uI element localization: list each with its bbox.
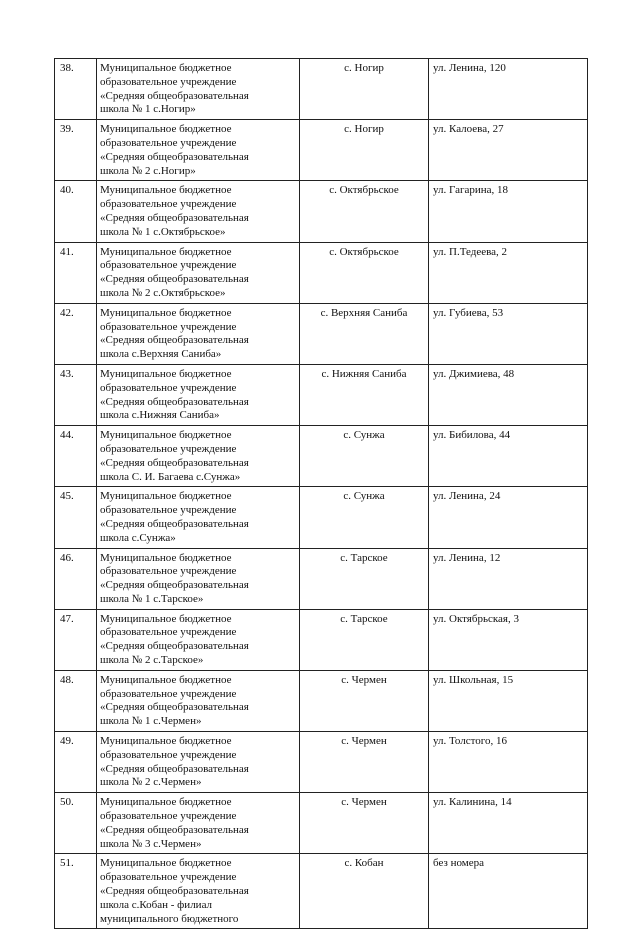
school-name-line: «Средняя общеобразовательная [100, 273, 249, 286]
school-name-line: школа № 2 с.Тарское» [100, 654, 204, 667]
school-name-line: школа № 1 с.Тарское» [100, 592, 204, 605]
school-name-line: «Средняя общеобразовательная [100, 395, 249, 408]
school-name-line: школа № 1 с.Чермен» [100, 715, 202, 728]
table-row [55, 854, 588, 929]
school-name-line: Муниципальное бюджетное [100, 62, 232, 74]
school-name-line: Муниципальное бюджетное [100, 551, 232, 564]
school-name-line: школа с.Кобан - филиал [100, 898, 213, 911]
locality: с. Чермен [300, 793, 429, 854]
address: ул. Калинина, 14 [429, 793, 588, 854]
schools-table [54, 58, 588, 929]
address: ул. Калоева, 27 [429, 120, 588, 181]
row-number: 51. [55, 854, 97, 929]
locality: с. Ногир [300, 120, 429, 181]
school-name-line: «Средняя общеобразовательная [100, 456, 249, 469]
address: ул. Ленина, 24 [429, 487, 588, 548]
school-name [97, 426, 300, 487]
table-row [55, 670, 588, 731]
school-name-line: «Средняя общеобразовательная [100, 150, 249, 163]
school-name-line: школа № 1 с.Октябрьское» [100, 225, 226, 238]
row-number: 49. [55, 732, 97, 793]
school-name-line: образовательное учреждение [100, 626, 237, 639]
school-name-line: школа с.Сунжа» [100, 531, 176, 544]
school-name-line: школа С. И. Багаева с.Сунжа» [100, 470, 241, 483]
row-number: 47. [55, 609, 97, 670]
school-name-line: школа № 2 с.Чермен» [100, 776, 202, 789]
locality: с. Тарское [300, 548, 429, 609]
school-name-line: Муниципальное бюджетное [100, 306, 232, 319]
table-row [55, 548, 588, 609]
school-name-line: Муниципальное бюджетное [100, 857, 232, 870]
address: ул. Толстого, 16 [429, 732, 588, 793]
school-name-line: школа № 1 с.Ногир» [100, 103, 196, 116]
school-name-line: Муниципальное бюджетное [100, 612, 232, 625]
school-name-line: школа № 3 с.Чермен» [100, 837, 202, 850]
table-row [55, 487, 588, 548]
address: ул. Школьная, 15 [429, 670, 588, 731]
table-row [55, 364, 588, 425]
school-name [97, 59, 300, 120]
school-name-line: образовательное учреждение [100, 565, 237, 578]
locality: с. Октябрьское [300, 242, 429, 303]
address: ул. Ленина, 12 [429, 548, 588, 609]
school-name-line: образовательное учреждение [100, 381, 237, 394]
locality: с. Октябрьское [300, 181, 429, 242]
row-number: 42. [55, 303, 97, 364]
school-name-line: Муниципальное бюджетное [100, 490, 232, 503]
school-name-line: образовательное учреждение [100, 442, 237, 455]
school-name [97, 793, 300, 854]
table-row [55, 59, 588, 120]
row-number: 45. [55, 487, 97, 548]
school-name-line: образовательное учреждение [100, 871, 237, 884]
school-name-line: «Средняя общеобразовательная [100, 334, 249, 347]
locality: с. Чермен [300, 732, 429, 793]
school-name [97, 548, 300, 609]
school-name-line: образовательное учреждение [100, 504, 237, 517]
schools-table-body [55, 59, 588, 929]
school-name [97, 364, 300, 425]
school-name [97, 670, 300, 731]
school-name-line: Муниципальное бюджетное [100, 245, 232, 258]
table-row [55, 609, 588, 670]
row-number: 50. [55, 793, 97, 854]
school-name-line: образовательное учреждение [100, 198, 237, 211]
row-number: 38. [55, 59, 97, 120]
locality: с. Тарское [300, 609, 429, 670]
school-name-line: образовательное учреждение [100, 259, 237, 272]
school-name [97, 120, 300, 181]
school-name-line: школа № 2 с.Октябрьское» [100, 286, 226, 299]
address: ул. Октябрьская, 3 [429, 609, 588, 670]
row-number: 40. [55, 181, 97, 242]
school-name-line: образовательное учреждение [100, 136, 237, 149]
school-name-line: Муниципальное бюджетное [100, 367, 232, 380]
school-name-line: образовательное учреждение [100, 320, 237, 333]
address: без номера [429, 854, 588, 929]
address: ул. П.Тедеева, 2 [429, 242, 588, 303]
row-number: 39. [55, 120, 97, 181]
table-row [55, 120, 588, 181]
school-name-line: «Средняя общеобразовательная [100, 823, 249, 836]
locality: с. Верхняя Саниба [300, 303, 429, 364]
school-name-line: «Средняя общеобразовательная [100, 517, 249, 530]
address: ул. Ленина, 120 [429, 59, 588, 120]
school-name-line: образовательное учреждение [100, 687, 237, 700]
table-row [55, 793, 588, 854]
school-name-line: «Средняя общеобразовательная [100, 89, 249, 102]
address: ул. Джимиева, 48 [429, 364, 588, 425]
locality: с. Ногир [300, 59, 429, 120]
row-number: 48. [55, 670, 97, 731]
table-row [55, 303, 588, 364]
locality: с. Сунжа [300, 487, 429, 548]
table-row [55, 426, 588, 487]
row-number: 44. [55, 426, 97, 487]
table-row [55, 181, 588, 242]
school-name [97, 181, 300, 242]
address: ул. Гагарина, 18 [429, 181, 588, 242]
school-name-line: Муниципальное бюджетное [100, 123, 232, 136]
school-name-line: «Средняя общеобразовательная [100, 579, 249, 592]
school-name-line: образовательное учреждение [100, 75, 237, 88]
school-name-line: Муниципальное бюджетное [100, 796, 232, 809]
school-name-line: школа с.Нижняя Саниба» [100, 409, 220, 422]
school-name-line: муниципального бюджетного [100, 912, 239, 925]
school-name-line: школа № 2 с.Ногир» [100, 164, 196, 177]
school-name-line: Муниципальное бюджетное [100, 673, 232, 686]
school-name-line: «Средняя общеобразовательная [100, 640, 249, 653]
school-name [97, 242, 300, 303]
school-name-line: «Средняя общеобразовательная [100, 211, 249, 224]
locality: с. Нижняя Саниба [300, 364, 429, 425]
school-name-line: «Средняя общеобразовательная [100, 885, 249, 898]
locality: с. Сунжа [300, 426, 429, 487]
school-name-line: Муниципальное бюджетное [100, 184, 232, 197]
school-name [97, 303, 300, 364]
school-name [97, 609, 300, 670]
address: ул. Губиева, 53 [429, 303, 588, 364]
school-name-line: образовательное учреждение [100, 810, 237, 823]
locality: с. Кобан [300, 854, 429, 929]
locality: с. Чермен [300, 670, 429, 731]
school-name-line: школа с.Верхняя Саниба» [100, 348, 222, 361]
school-name-line: Муниципальное бюджетное [100, 735, 232, 748]
row-number: 41. [55, 242, 97, 303]
row-number: 46. [55, 548, 97, 609]
school-name-line: Муниципальное бюджетное [100, 429, 232, 442]
table-row [55, 242, 588, 303]
address: ул. Бибилова, 44 [429, 426, 588, 487]
school-name [97, 487, 300, 548]
school-name [97, 732, 300, 793]
table-row [55, 732, 588, 793]
school-name-line: образовательное учреждение [100, 748, 237, 761]
row-number: 43. [55, 364, 97, 425]
school-name [97, 854, 300, 929]
school-name-line: «Средняя общеобразовательная [100, 701, 249, 714]
school-name-line: «Средняя общеобразовательная [100, 762, 249, 775]
